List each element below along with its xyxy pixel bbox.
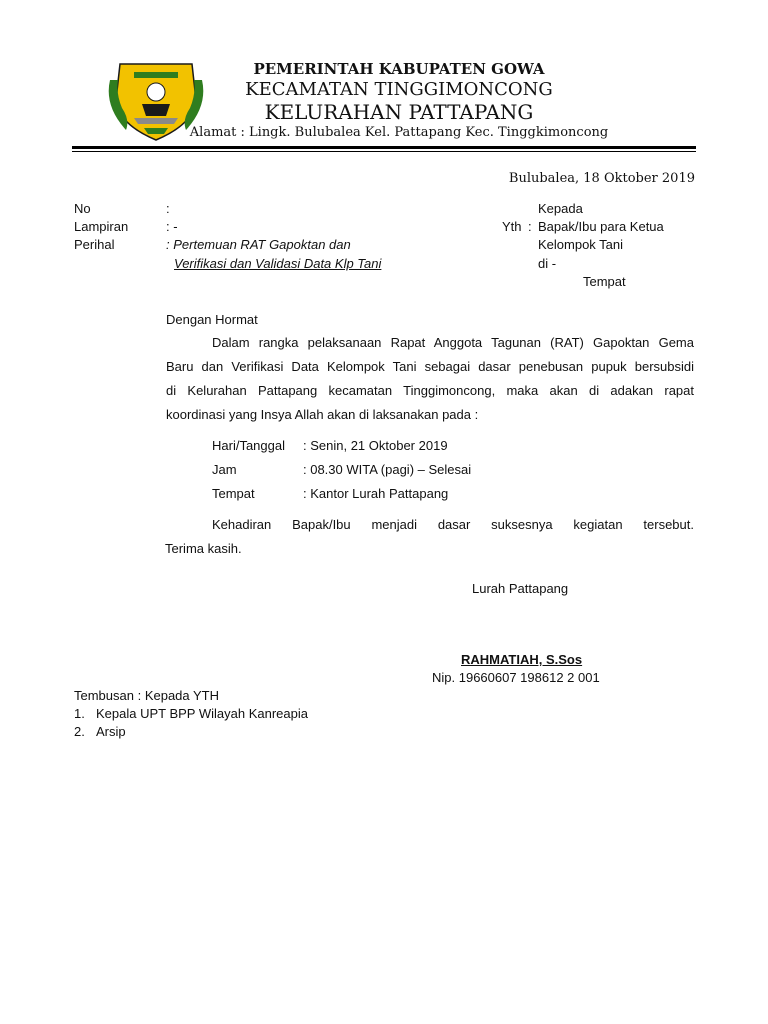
closing-line2: Terima kasih. — [165, 541, 242, 556]
tembusan-item-number: 2. — [74, 724, 85, 739]
lampiran-label: Lampiran — [74, 219, 129, 234]
tembusan-item-text: Arsip — [96, 724, 126, 739]
signature-name: RAHMATIAH, S.Sos — [461, 652, 583, 667]
no-label: No — [74, 201, 91, 216]
schedule-label: Jam — [212, 462, 237, 477]
perihal-value-line2: Verifikasi dan Validasi Data Klp Tani — [174, 256, 382, 271]
letterhead-divider-thin — [72, 151, 696, 152]
signature-nip: Nip. 19660607 198612 2 001 — [432, 670, 600, 685]
body-paragraph-line4: koordinasi yang Insya Allah akan di laksanakan pada : — [166, 407, 479, 422]
recipient-tempat: Tempat — [583, 274, 626, 289]
body-paragraph-line2: Baru dan Verifikasi Data Kelompok Tani sebagai dasar penebusan pupuk bersubsidi — [166, 359, 694, 374]
lampiran-value: : - — [166, 219, 178, 234]
place-date: Bulubalea, 18 Oktober 2019 — [508, 171, 695, 186]
signature-title: Lurah Pattapang — [472, 581, 569, 596]
tembusan-heading: Tembusan : Kepada YTH — [74, 688, 220, 703]
schedule-label: Tempat — [212, 486, 255, 501]
tembusan-item-number: 1. — [74, 706, 85, 721]
perihal-label: Perihal — [74, 237, 115, 252]
closing-line1: Kehadiran Bapak/Ibu menjadi dasar suksesnya kegiatan tersebut. — [212, 517, 694, 532]
body-paragraph-line3: di Kelurahan Pattapang kecamatan Tinggimoncong, maka akan di adakan rapat — [166, 383, 694, 398]
tembusan-item-text: Kepala UPT BPP Wilayah Kanreapia — [96, 706, 308, 721]
letterhead-district: KECAMATAN TINGGIMONCONG — [245, 79, 553, 100]
perihal-value-line1: : Pertemuan RAT Gapoktan dan — [166, 237, 351, 252]
recipient-di: di - — [538, 256, 557, 271]
letterhead-address: Alamat : Lingk. Bulubalea Kel. Pattapang Kec. Tinggkimoncong — [189, 125, 609, 140]
recipient-colon: : — [528, 219, 532, 234]
recipient-line2: Kelompok Tani — [538, 237, 624, 252]
schedule-label: Hari/Tanggal — [212, 438, 285, 453]
schedule-value: : Kantor Lurah Pattapang — [303, 486, 449, 501]
letterhead-divider-thick — [72, 146, 696, 149]
schedule-value: : 08.30 WITA (pagi) – Selesai — [303, 462, 472, 477]
schedule-value: : Senin, 21 Oktober 2019 — [303, 438, 448, 453]
recipient-line1: Bapak/Ibu para Ketua — [538, 219, 664, 234]
no-value: : — [166, 201, 170, 216]
letterhead-government: PEMERINTAH KABUPATEN GOWA — [253, 60, 545, 78]
recipient-yth: Yth — [502, 219, 522, 234]
letterhead-village: KELURAHAN PATTAPANG — [264, 100, 534, 124]
greeting: Dengan Hormat — [166, 312, 258, 327]
body-paragraph-line1: Dalam rangka pelaksanaan Rapat Anggota Tagunan (RAT) Gapoktan Gema — [212, 335, 694, 350]
recipient-kepada: Kepada — [538, 201, 583, 216]
